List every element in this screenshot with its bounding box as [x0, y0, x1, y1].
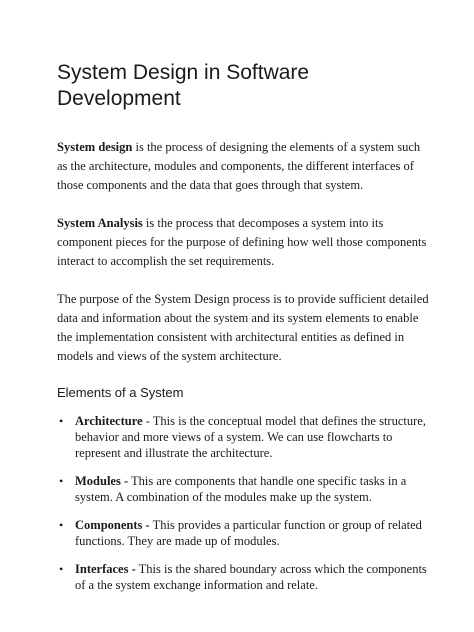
- paragraph-text: is the process that decomposes a system into its component pieces for the purpose of defining how well those components interact to accomplish the set requirements.: [57, 216, 427, 268]
- paragraph-text: The purpose of the System Design process is to provide sufficient detailed data and information about the system and its system elements to enable the implementation consistent with architectural entities as defined in models and views of the system architecture.: [57, 292, 429, 363]
- term-components: Components -: [75, 518, 150, 532]
- elements-list: [57, 413, 429, 593]
- paragraph-system-analysis: [57, 214, 429, 271]
- list-item-interfaces: [57, 561, 429, 593]
- list-item-text: This are components that handle one specific tasks in a system. A combination of the modules make up the system.: [75, 474, 407, 504]
- term-interfaces: Interfaces -: [75, 562, 136, 576]
- paragraph-purpose: [57, 290, 429, 366]
- bullet-icon: •: [59, 474, 64, 488]
- list-item-modules: [57, 473, 429, 505]
- bullet-icon: •: [59, 414, 64, 428]
- term-architecture: Architecture: [75, 414, 143, 428]
- section-heading: Elements of a System: [57, 385, 184, 400]
- list-item-text: This is the shared boundary across which the components of a the system exchange information and relate.: [75, 562, 427, 592]
- term-system-design: System design: [57, 140, 133, 154]
- bullet-icon: •: [59, 562, 64, 576]
- list-item-components: [57, 517, 429, 549]
- document-title: System Design in Software Development: [57, 61, 310, 110]
- paragraph-text: is the process of designing the elements of a system such as the architecture, modules and components, the different interfaces of those components and the data that goes through that system.: [57, 140, 421, 192]
- document-page: [57, 60, 429, 605]
- list-item-text: This provides a particular function or group of related functions. They are made up of modules.: [75, 518, 422, 548]
- term-modules: Modules -: [75, 474, 129, 488]
- list-item-text: - This is the conceptual model that defines the structure, behavior and more views of a system. We can use flowcharts to represent and illustrate the architecture.: [75, 414, 426, 460]
- paragraph-system-design: [57, 138, 429, 195]
- list-item-architecture: [57, 413, 429, 461]
- bullet-icon: •: [59, 518, 64, 532]
- term-system-analysis: System Analysis: [57, 216, 143, 230]
